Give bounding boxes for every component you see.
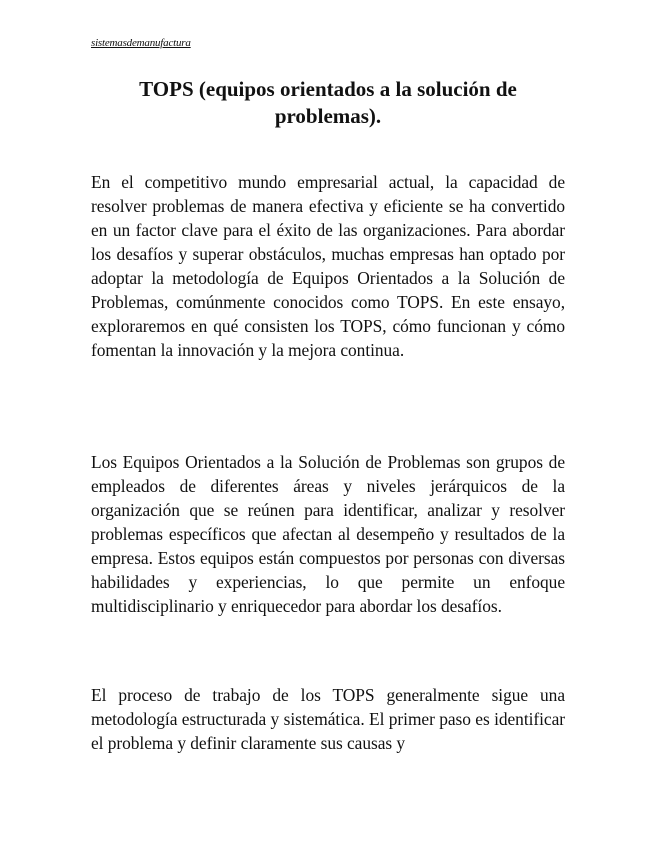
paragraph-definition: Los Equipos Orientados a la Solución de Problemas son grupos de empleados de diferentes áreas y niveles jerárquicos de la organización que se reúnen para identificar, analizar y resolver problemas específicos que afectan al desempeño y resultados de la empresa. Estos equipos están compuestos por personas con diversas habilidades y experiencias, lo que permite un enfoque multidisciplinario y enriquecedor para abordar los desafíos. <box>91 452 565 616</box>
paragraph-process: El proceso de trabajo de los TOPS generalmente sigue una metodología estructurada y sistemática. El primer paso es identificar el problema y definir claramente sus causas y <box>91 685 565 753</box>
site-header-link[interactable]: sistemasdemanufactura <box>91 37 191 49</box>
paragraph-intro: En el competitivo mundo empresarial actual, la capacidad de resolver problemas de manera efectiva y eficiente se ha convertido en un factor clave para el éxito de las organizaciones. Para abordar los desafíos y superar obstáculos, muchas empresas han optado por adoptar la metodología de Equipos Orientados a la Solución de Problemas, comúnmente conocidos como TOPS. En este ensayo, exploraremos en qué consisten los TOPS, cómo funcionan y cómo fomentan la innovación y la mejora continua. <box>91 172 565 360</box>
document-title: TOPS (equipos orientados a la solución de problemas). <box>139 77 517 128</box>
